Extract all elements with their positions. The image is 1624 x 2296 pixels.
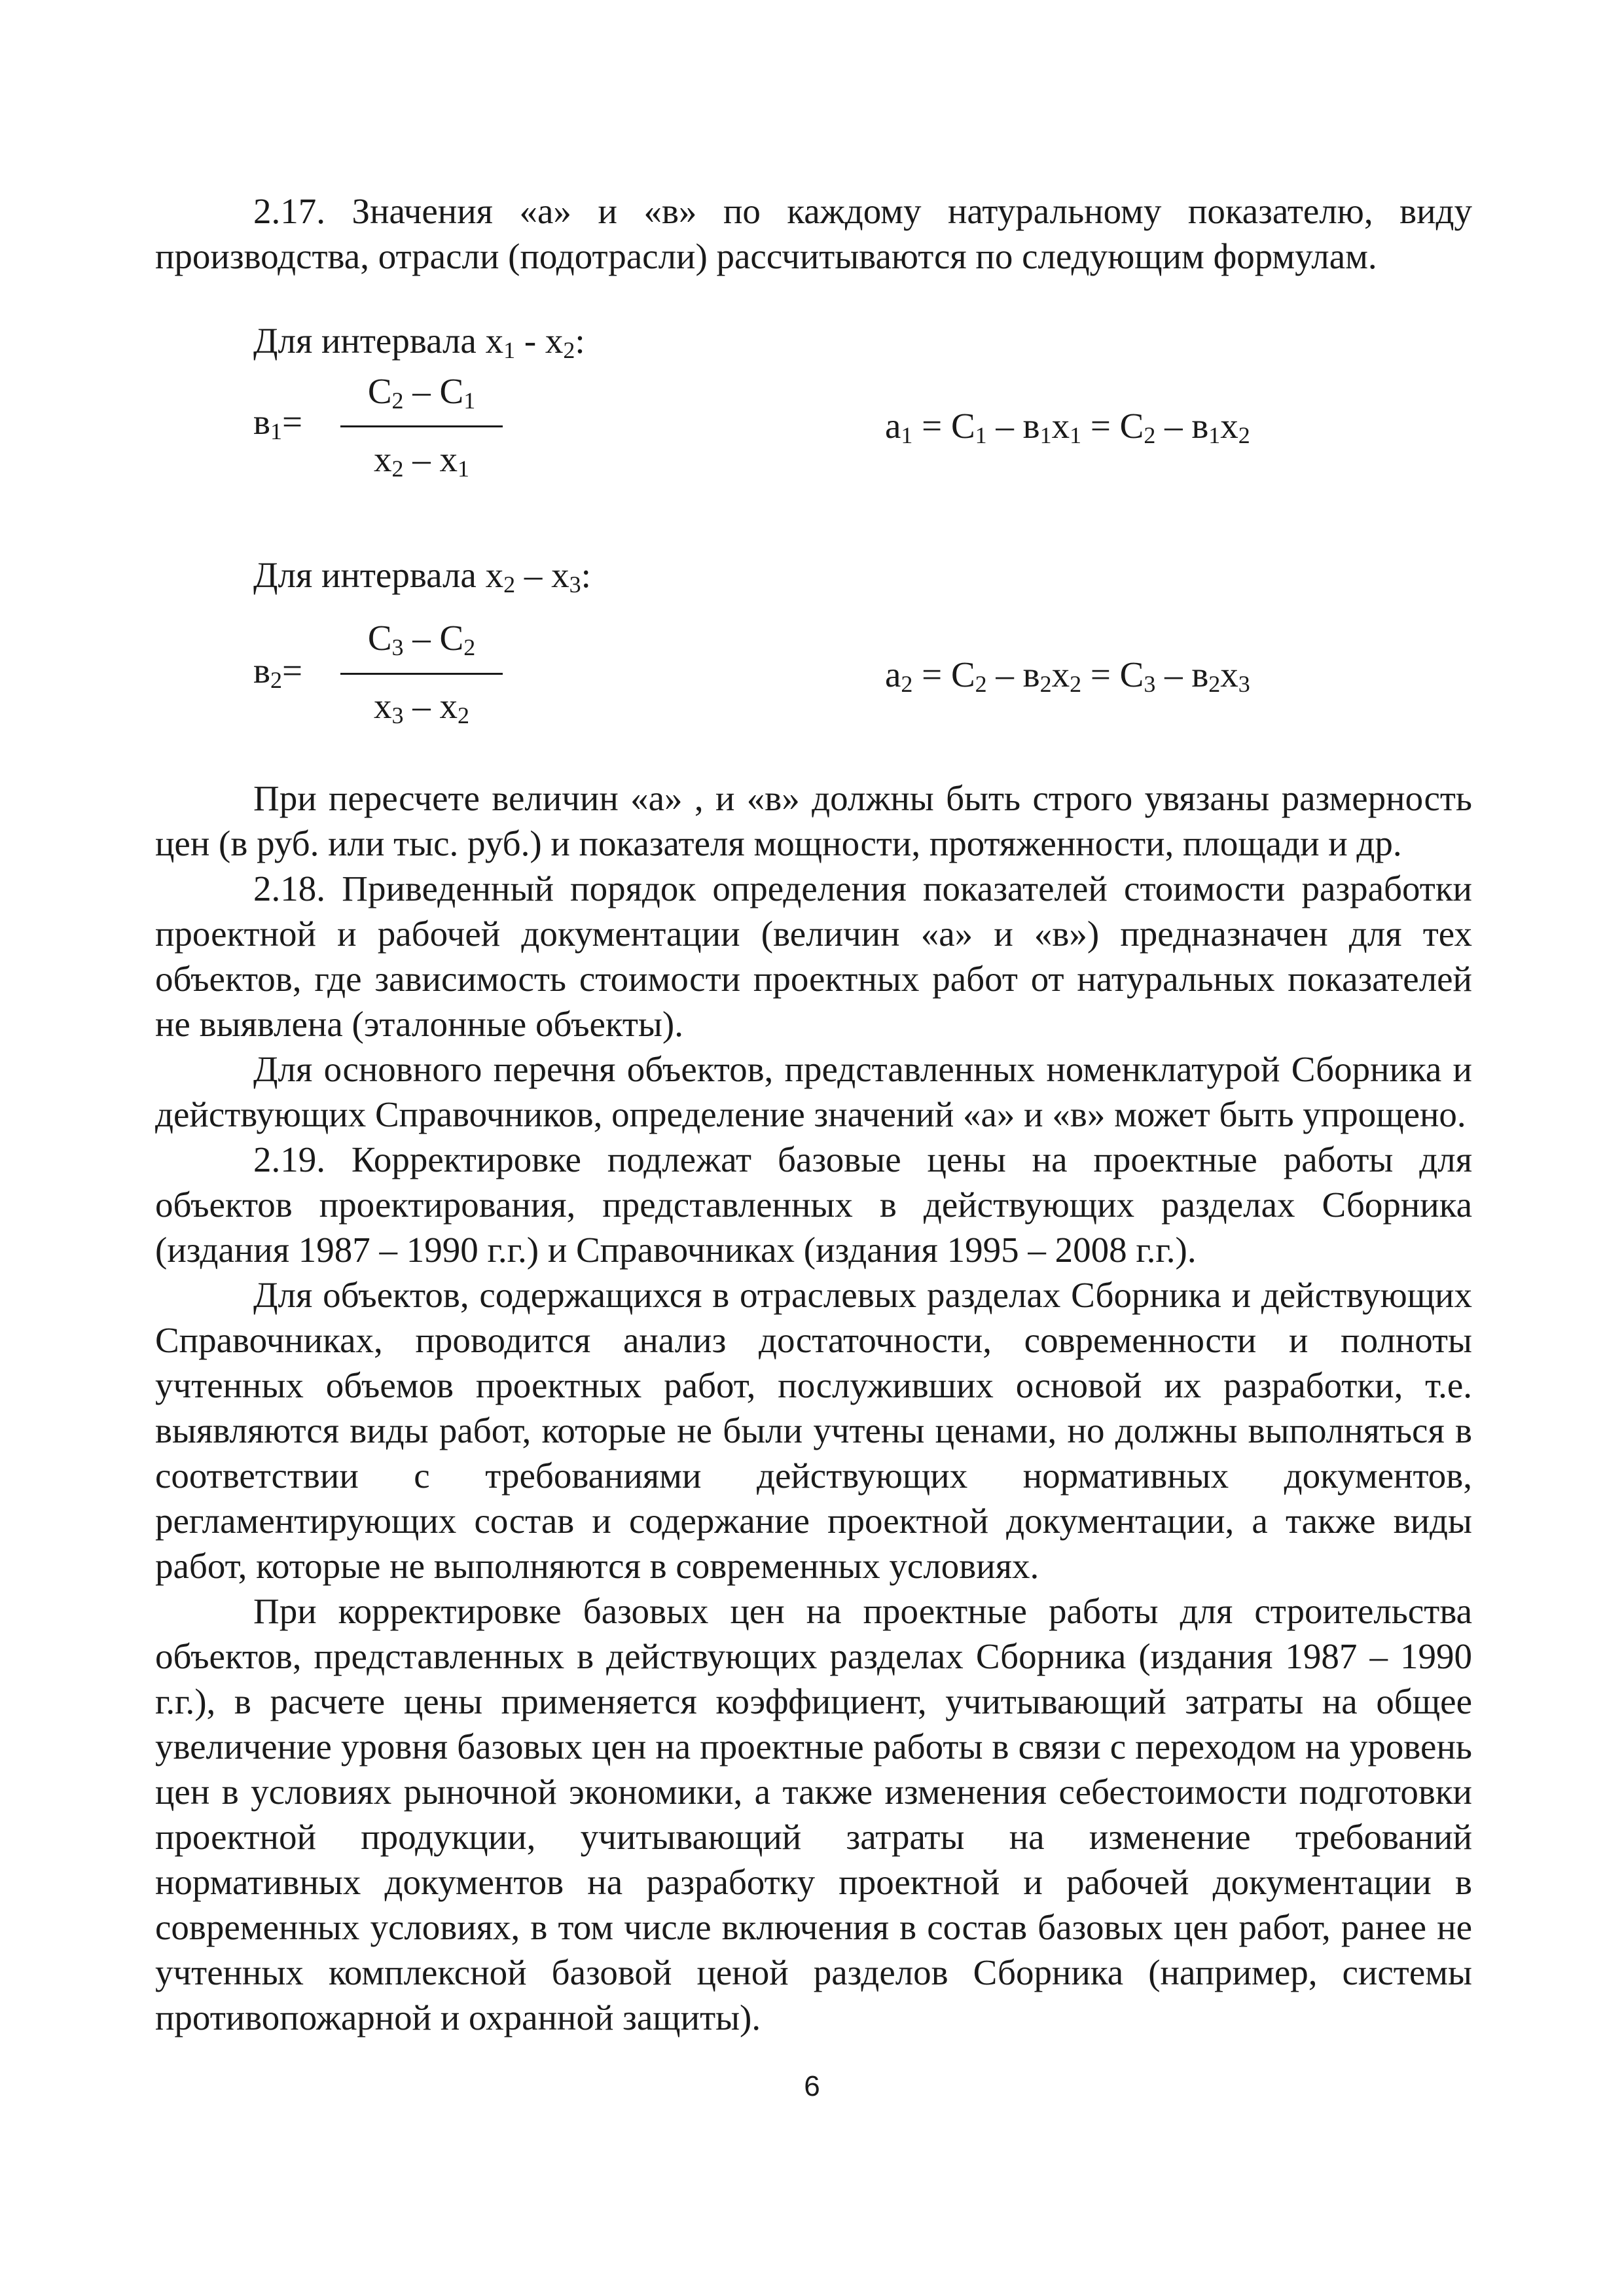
b2-denominator: $x_3 - x_2$	[374, 686, 469, 728]
body-text	[155, 776, 1472, 2040]
b1-fraction-bar	[340, 425, 503, 427]
paragraph-2-18: 2.18. Приведенный порядок определения показателей стоимости разработки проектной и рабочей документации (величин «а» и «в») предназначен для тех объектов, где зависимость стоимости проектных работ от натуральных показателей не выявлена (эталонные объекты).	[155, 869, 1472, 1044]
b1-denominator: $x_2 - x_1$	[374, 439, 469, 482]
paragraph-2-17: 2.17. Значения «а» и «в» по каждому натуральному показателю, виду производства, отрасли (подотрасли) рассчитываются по следующим формулам.	[155, 191, 1472, 276]
intro-paragraph	[155, 188, 1472, 279]
interval-1-label: Для интервала $x_1 - x_2$:	[253, 321, 585, 363]
page-number: 6	[804, 2070, 820, 2102]
paragraph-analysis: Для объектов, содержащихся в отраслевых разделах Сборника и действующих Справочниках, проводится анализ достаточности, современности и полноты учтенных объемов проектных работ, послуживших основой их разработки, т.е. выявляются виды работ, которые не были учтены ценами, но должны выполняться в соответствии с требованиями действующих нормативных документов, регламентирующих состав и содержание проектной документации, а также виды работ, которые не выполняются в современных условиях.	[155, 1275, 1472, 1586]
interval-2-label: Для интервала $x_2 - x_3$:	[253, 555, 591, 598]
b2-fraction-bar	[340, 673, 503, 675]
paragraph-correction: При корректировке базовых цен на проектные работы для строительства объектов, представленных в действующих разделах Сборника (издания 1987 – 1990 г.г.), в расчете цены применяется коэффициент, учитывающий затраты на общее увеличение уровня базовых цен на проектные работы в связи с переходом на уровень цен в условиях рыночной экономики, а также изменения себестоимости подготовки проектной продукции, учитывающий затраты на изменение требований нормативных документов на разработку проектной и рабочей документации в современных условиях, в том числе включения в состав базовых цен работ, ранее не учтенных комплексной базовой ценой разделов Сборника (например, системы противопожарной и охранной защиты).	[155, 1591, 1472, 2037]
paragraph-basic-list: Для основного перечня объектов, представленных номенклатурой Сборника и действующих Справочников, определение значений «а» и «в» может быть упрощено.	[155, 1049, 1472, 1134]
a1-formula: $а_1 = С_1 - в_1x_1 = С_2 - в_1x_2$	[885, 406, 1250, 448]
paragraph-recalc: При пересчете величин «а» , и «в» должны быть строго увязаны размерность цен (в руб. или тыс. руб.) и показателя мощности, протяженности, площади и др.	[155, 778, 1472, 863]
b1-lhs: $в_1=$	[253, 402, 303, 444]
b2-numerator: $С_3 - С_2$	[367, 618, 476, 660]
b1-numerator: $С_2 - С_1$	[367, 371, 476, 414]
a2-formula: $а_2 = С_2 - в_2x_2 = С_3 - в_2x_3$	[885, 655, 1250, 697]
b2-lhs: $в_2=$	[253, 651, 303, 693]
paragraph-2-19: 2.19. Корректировке подлежат базовые цены на проектные работы для объектов проектирования, представленных в действующих разделах Сборника (издания 1987 – 1990 г.г.) и Справочниках (издания 1995 – 2008 г.г.).	[155, 1139, 1472, 1270]
